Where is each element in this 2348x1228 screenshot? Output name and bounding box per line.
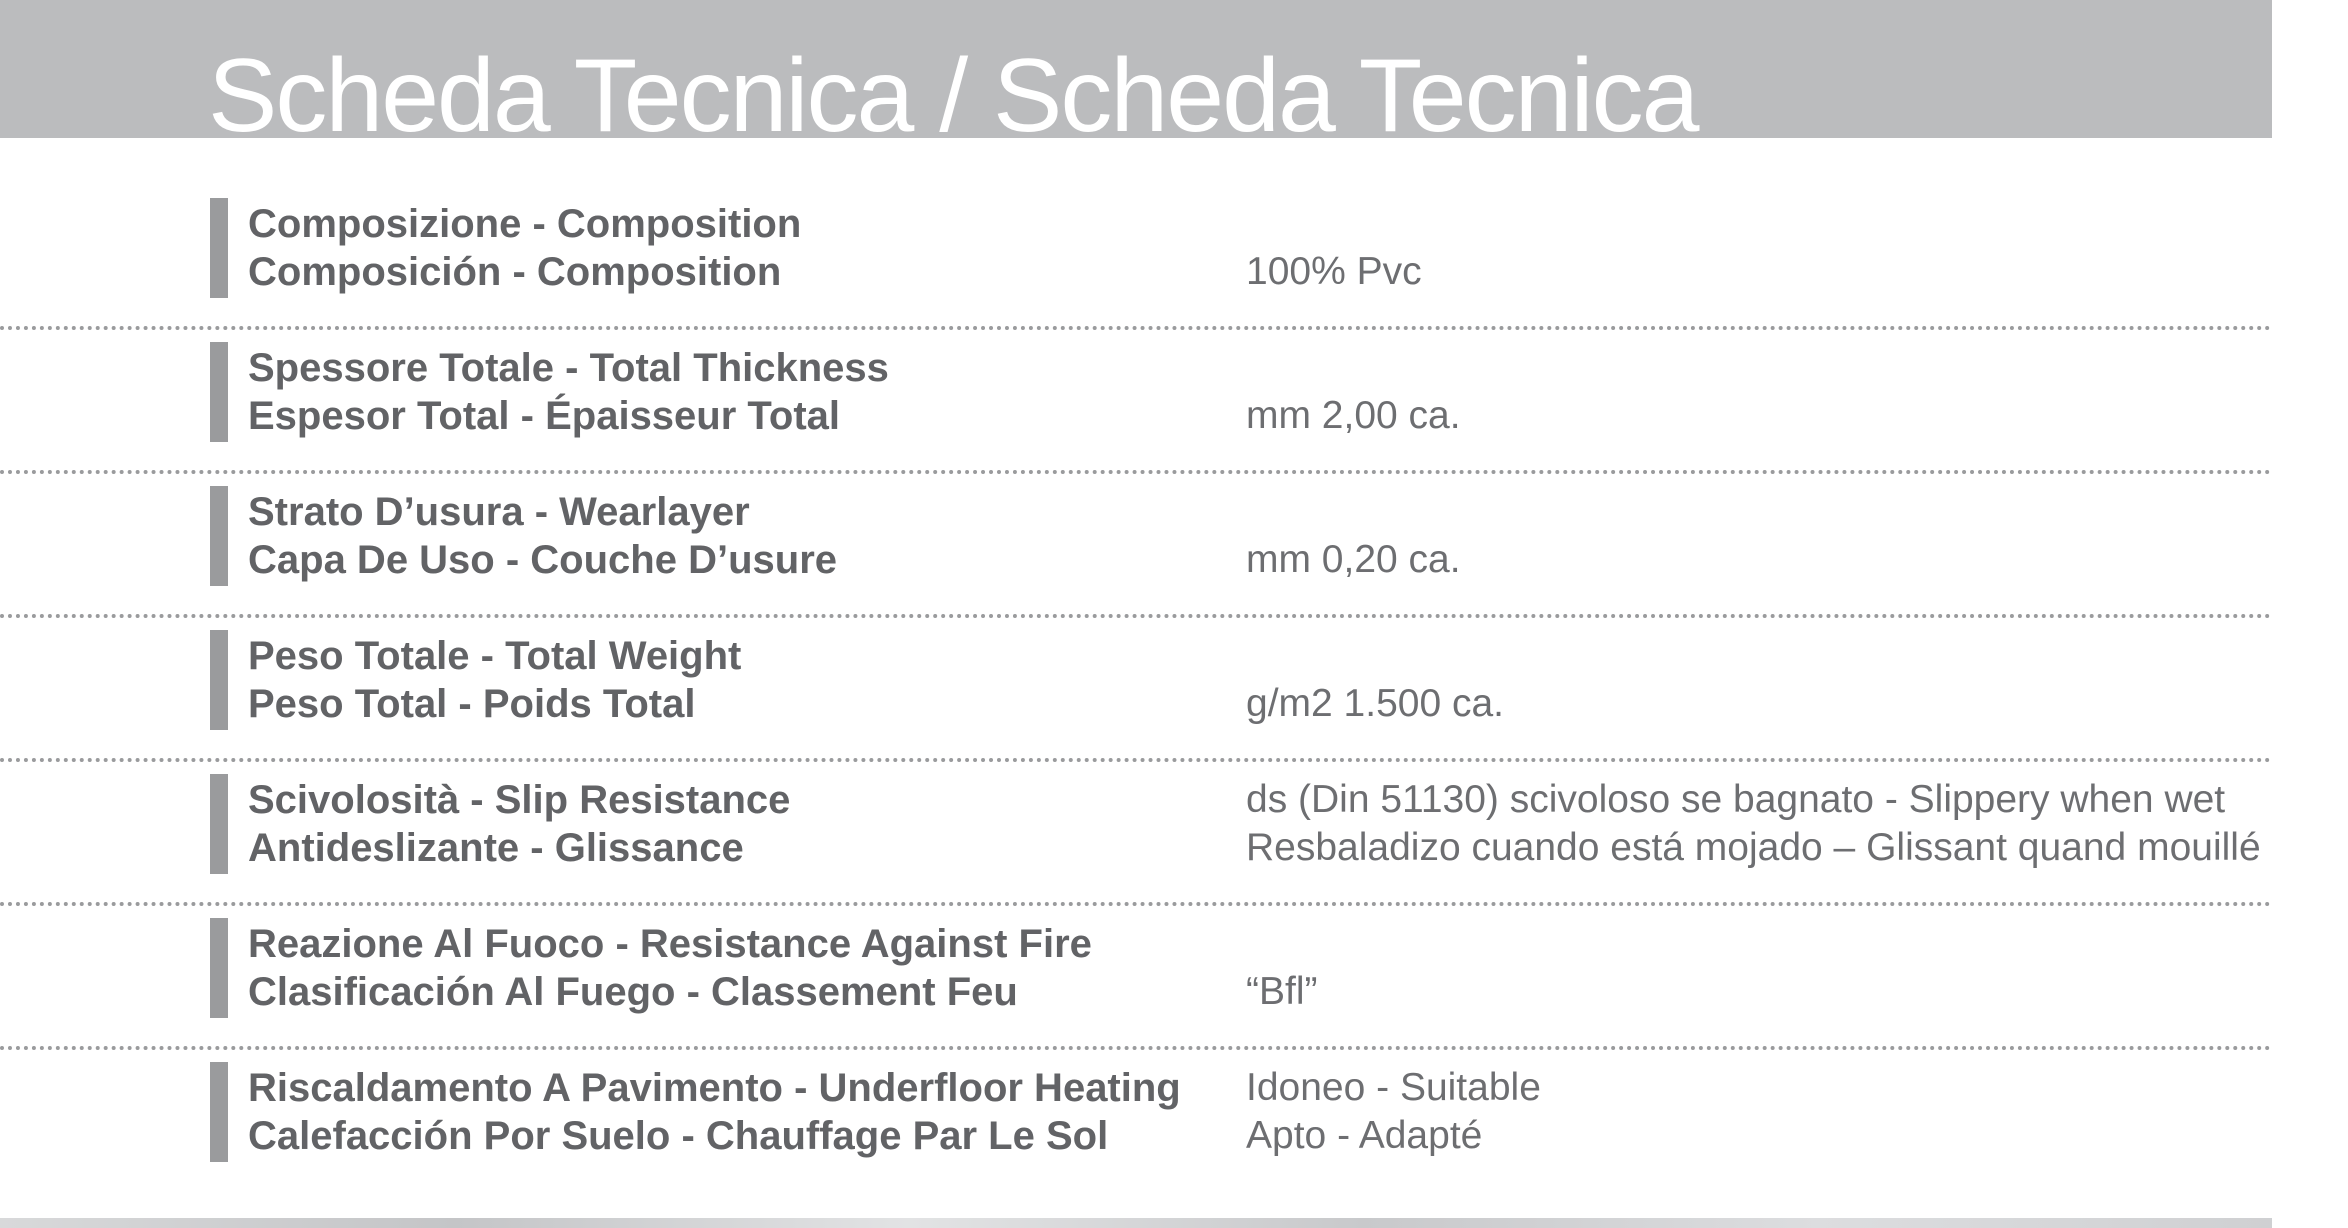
spec-value bbox=[1246, 1064, 1541, 1160]
spec-value-line-2: Resbaladizo cuando está mojado – Glissant quand mouillé bbox=[1246, 826, 2261, 869]
spec-value bbox=[1246, 776, 2261, 872]
header-band bbox=[0, 0, 2272, 138]
spec-label-line-1: Riscaldamento A Pavimento - Underfloor Heating bbox=[248, 1066, 1181, 1110]
spec-value-line-2: g/m2 1.500 ca. bbox=[1246, 682, 1504, 725]
spec-value-line-2: Apto - Adapté bbox=[1246, 1114, 1483, 1157]
spec-value bbox=[1246, 488, 1461, 584]
spec-row-slip-resistance bbox=[0, 762, 2272, 906]
spec-value-line-2: mm 2,00 ca. bbox=[1246, 394, 1461, 437]
spec-label-line-2: Antideslizante - Glissance bbox=[248, 826, 744, 870]
spec-label bbox=[248, 632, 741, 728]
spec-label bbox=[248, 344, 889, 440]
spec-label-line-1: Spessore Totale - Total Thickness bbox=[248, 346, 889, 390]
spec-value-line-1 bbox=[1246, 632, 1504, 680]
spec-value-line-1 bbox=[1246, 488, 1461, 536]
spec-value-line-1 bbox=[1246, 200, 1422, 248]
spec-value bbox=[1246, 200, 1422, 296]
spec-label bbox=[248, 200, 801, 296]
spec-row-thickness bbox=[0, 330, 2272, 474]
spec-value bbox=[1246, 920, 1318, 1016]
spec-label bbox=[248, 776, 790, 872]
spec-row-fire-resistance bbox=[0, 906, 2272, 1050]
spec-label-line-2: Calefacción Por Suelo - Chauffage Par Le Sol bbox=[248, 1114, 1109, 1158]
spec-label bbox=[248, 488, 837, 584]
spec-row-underfloor-heating bbox=[0, 1050, 2272, 1194]
spec-label-line-1: Reazione Al Fuoco - Resistance Against Fire bbox=[248, 922, 1092, 966]
spec-value-line-1: Idoneo - Suitable bbox=[1246, 1066, 1541, 1109]
spec-label-line-1: Peso Totale - Total Weight bbox=[248, 634, 742, 678]
spec-label bbox=[248, 1064, 1181, 1160]
spec-label bbox=[248, 920, 1092, 1016]
spec-label-line-1: Scivolosità - Slip Resistance bbox=[248, 778, 791, 822]
row-accent-bar bbox=[210, 774, 228, 874]
spec-value bbox=[1246, 344, 1461, 440]
spec-label-line-2: Composición - Composition bbox=[248, 250, 782, 294]
spec-label-line-1: Strato D’usura - Wearlayer bbox=[248, 490, 750, 534]
spec-value-line-2: 100% Pvc bbox=[1246, 250, 1422, 293]
row-accent-bar bbox=[210, 630, 228, 730]
spec-value-line-2: “Bfl” bbox=[1246, 970, 1318, 1013]
spec-value-line-1 bbox=[1246, 344, 1461, 392]
row-accent-bar bbox=[210, 1062, 228, 1162]
spec-row-wearlayer bbox=[0, 474, 2272, 618]
row-accent-bar bbox=[210, 198, 228, 298]
spec-value bbox=[1246, 632, 1504, 728]
spec-value-line-1 bbox=[1246, 920, 1318, 968]
row-accent-bar bbox=[210, 918, 228, 1018]
page-title: Scheda Tecnica / Scheda Tecnica bbox=[208, 38, 1698, 138]
row-accent-bar bbox=[210, 486, 228, 586]
spec-value-line-1: ds (Din 51130) scivoloso se bagnato - Slippery when wet bbox=[1246, 778, 2226, 821]
spec-row-weight bbox=[0, 618, 2272, 762]
spec-label-line-2: Capa De Uso - Couche D’usure bbox=[248, 538, 838, 582]
spec-row-composition bbox=[0, 186, 2272, 330]
spec-label-line-2: Espesor Total - Épaisseur Total bbox=[248, 394, 840, 438]
spec-label-line-1: Composizione - Composition bbox=[248, 202, 802, 246]
row-accent-bar bbox=[210, 342, 228, 442]
spec-value-line-2: mm 0,20 ca. bbox=[1246, 538, 1461, 581]
spec-label-line-2: Peso Total - Poids Total bbox=[248, 682, 696, 726]
spec-label-line-2: Clasificación Al Fuego - Classement Feu bbox=[248, 970, 1018, 1014]
footer-decoration-strip bbox=[0, 1218, 2272, 1228]
spec-table bbox=[0, 186, 2272, 1194]
